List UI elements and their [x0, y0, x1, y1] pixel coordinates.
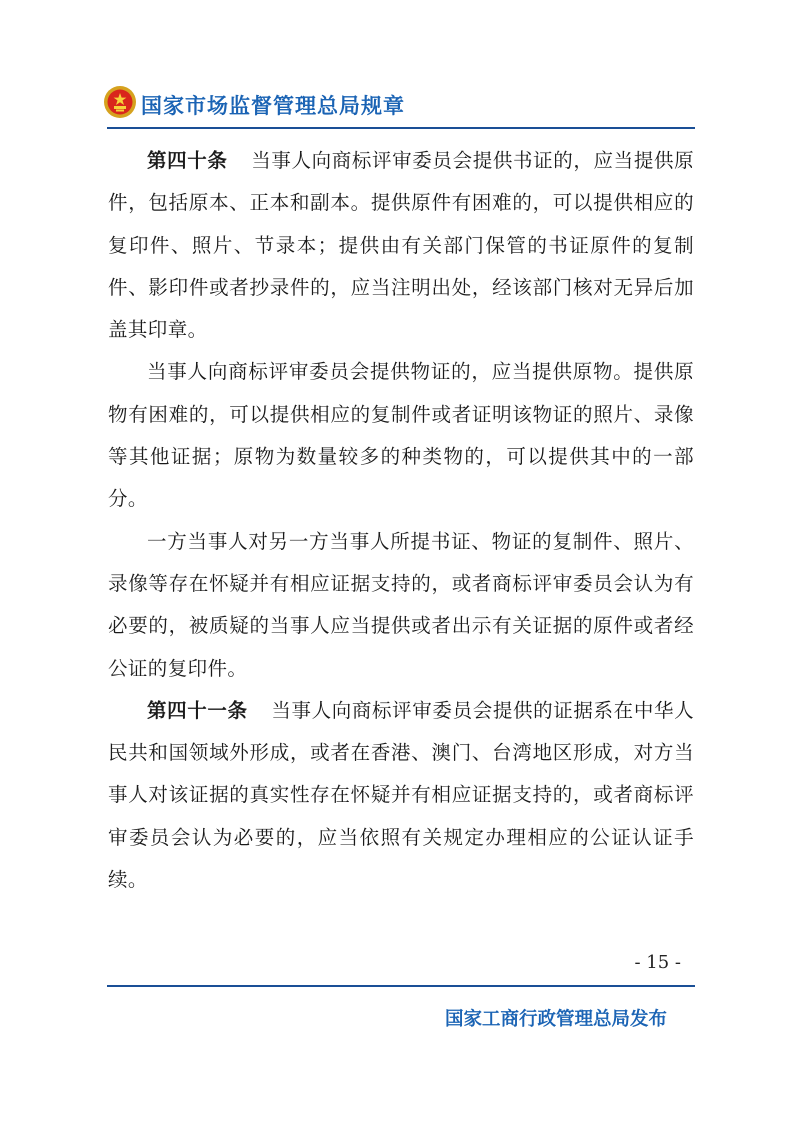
article-41-label: 第四十一条 — [147, 698, 248, 722]
article-41-paragraph-1 — [108, 690, 694, 901]
article-40-label: 第四十条 — [147, 149, 228, 172]
page-number: - 15 - — [634, 952, 681, 973]
header-title: 国家市场监督管理总局规章 — [141, 94, 405, 118]
article-40-paragraph-2: 当事人向商标评审委员会提供物证的，应当提供原物。提供原物有困难的，可以提供相应的复制件或者证明该物证的照片、录像等其他证据；原物为数量较多的种类物的，可以提供其中的一部分。 — [108, 360, 694, 511]
article-40-paragraph-3: 一方当事人对另一方当事人所提书证、物证的复制件、照片、录像等存在怀疑并有相应证据支持的，或者商标评审委员会认为有必要的，被质疑的当事人应当提供或者出示有关证据的原件或者经公证的复印件。 — [108, 529, 694, 680]
footer-divider — [107, 985, 695, 987]
page-header — [103, 85, 693, 123]
footer-publisher: 国家工商行政管理总局发布 — [444, 1009, 667, 1030]
header-divider — [107, 127, 695, 129]
document-body — [108, 140, 694, 901]
article-40-text-1: 当事人向商标评审委员会提供书证的，应当提供原件，包括原本、正本和副本。提供原件有困难的，可以提供相应的复印件、照片、节录本；提供由有关部门保管的书证原件的复制件、影印件或者抄录件的，应当注明出处，经该部门核对无异后加盖其印章。 — [108, 149, 694, 342]
article-40-paragraph-1 — [108, 140, 694, 351]
national-emblem-icon — [103, 85, 137, 119]
article-41-text-1: 当事人向商标评审委员会提供的证据系在中华人民共和国领域外形成，或者在香港、澳门、台湾地区形成，对方当事人对该证据的真实性存在怀疑并有相应证据支持的，或者商标评审委员会认为必要的，应当依照有关规定办理相应的公证认证手续。 — [108, 698, 694, 892]
